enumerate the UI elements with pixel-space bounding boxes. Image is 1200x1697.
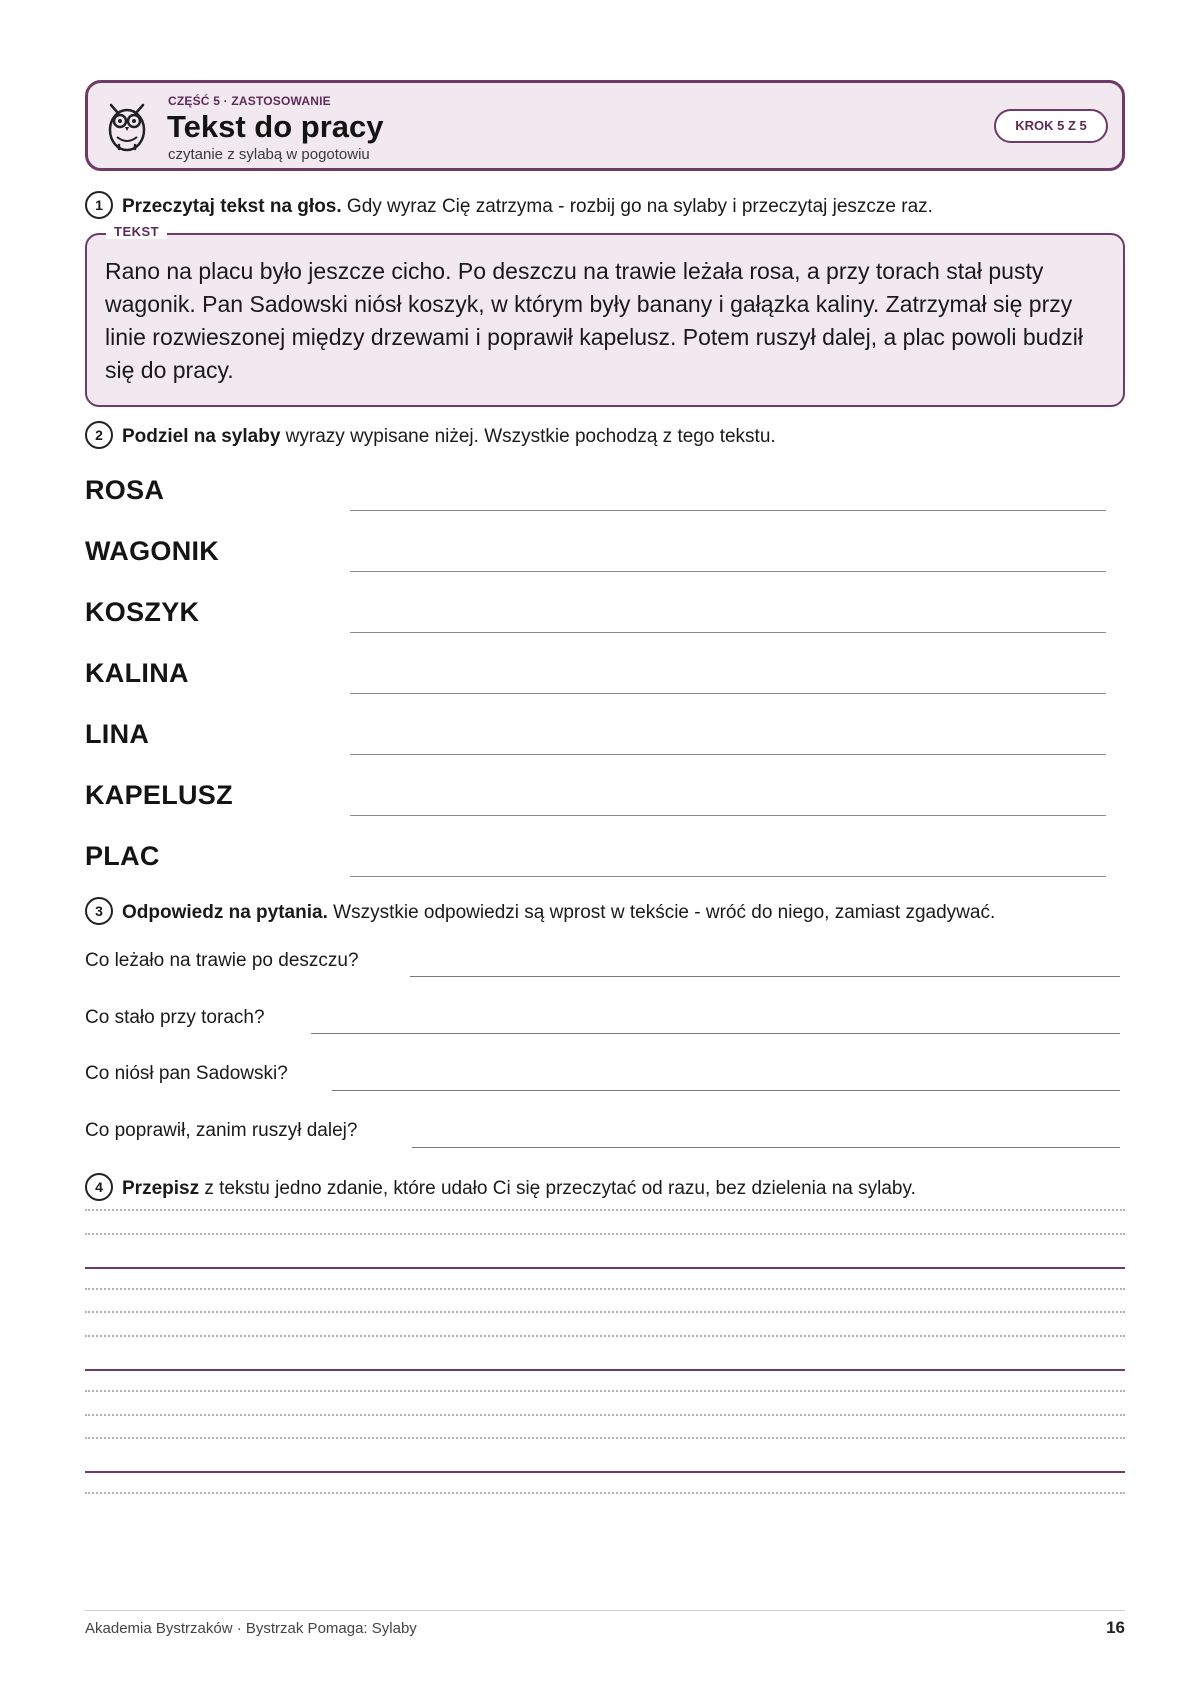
footer-publisher: Akademia Bystrzaków · Bystrzak Pomaga: Sylaby (85, 1620, 417, 1637)
question-text: Co leżało na trawie po deszczu? (85, 950, 359, 971)
task-number: 3 (85, 897, 113, 925)
task-number: 1 (85, 191, 113, 219)
owl-icon (105, 99, 149, 153)
footer-divider (85, 1610, 1125, 1611)
task-number: 2 (85, 421, 113, 449)
text-box-label: TEKST (106, 224, 167, 239)
answer-line[interactable] (412, 1147, 1120, 1148)
task-4-bold: Przepisz (122, 1178, 200, 1200)
task-3-instruction (85, 899, 995, 927)
question-text: Co poprawił, zanim ruszył dalej? (85, 1120, 358, 1141)
answer-line[interactable] (311, 1033, 1120, 1034)
writing-guide-line (85, 1335, 1125, 1337)
writing-guide-line (85, 1390, 1125, 1392)
question-text: Co stało przy torach? (85, 1007, 265, 1028)
syllable-answer-line[interactable] (350, 510, 1106, 511)
question-text: Co niósł pan Sadowski? (85, 1063, 288, 1084)
reading-text: Rano na placu było jeszcze cicho. Po deszczu na trawie leżała rosa, a przy torach stał pusty wagonik. Pan Sadowski niósł koszyk, w którym były banany i gałązka kaliny. Zatrzymał się przy linie rozwieszonej między drzewami i poprawił kapelusz. Potem ruszył dalej, a plac powoli budził się do pracy. (105, 258, 1083, 383)
syllable-word: KAPELUSZ (85, 780, 233, 810)
task-number: 4 (85, 1173, 113, 1201)
syllable-word: PLAC (85, 841, 160, 871)
syllable-answer-line[interactable] (350, 876, 1106, 877)
syllable-answer-line[interactable] (350, 815, 1106, 816)
syllable-answer-line[interactable] (350, 632, 1106, 633)
section-label: CZĘŚĆ 5 · ZASTOSOWANIE (168, 94, 331, 108)
writing-base-line[interactable] (85, 1369, 1125, 1371)
page-number: 16 (1106, 1618, 1125, 1637)
writing-guide-line (85, 1311, 1125, 1313)
page-title: Tekst do pracy (167, 109, 384, 144)
syllable-word: KALINA (85, 658, 189, 688)
task-2-rest: wyrazy wypisane niżej. Wszystkie pochodzą z tego tekstu. (280, 426, 776, 448)
task-1-instruction (85, 193, 933, 221)
syllable-answer-line[interactable] (350, 754, 1106, 755)
header-banner (85, 80, 1125, 171)
page-subtitle: czytanie z sylabą w pogotowiu (168, 146, 370, 163)
task-3-rest: Wszystkie odpowiedzi są wprost w tekście - wróć do niego, zamiast zgadywać. (327, 902, 996, 924)
task-2-bold: Podziel na sylaby (122, 426, 281, 448)
step-badge: KROK 5 Z 5 (994, 109, 1108, 143)
syllable-word: KOSZYK (85, 597, 200, 627)
writing-guide-line (85, 1233, 1125, 1235)
reading-text-box (85, 233, 1125, 407)
writing-guide-line (85, 1437, 1125, 1439)
syllable-word: WAGONIK (85, 536, 220, 566)
syllable-answer-line[interactable] (350, 693, 1106, 694)
writing-base-line[interactable] (85, 1267, 1125, 1269)
syllable-answer-line[interactable] (350, 571, 1106, 572)
writing-base-line[interactable] (85, 1471, 1125, 1473)
writing-guide-line (85, 1288, 1125, 1290)
writing-guide-line (85, 1414, 1125, 1416)
task-2-instruction (85, 423, 776, 451)
task-1-bold: Przeczytaj tekst na głos. (122, 196, 342, 218)
writing-guide-line (85, 1492, 1125, 1494)
syllable-word: ROSA (85, 475, 165, 505)
task-4-rest: z tekstu jedno zdanie, które udało Ci się przeczytać od razu, bez dzielenia na sylaby. (199, 1178, 916, 1200)
task-4-instruction (85, 1175, 916, 1203)
writing-guide-line (85, 1209, 1125, 1211)
task-3-bold: Odpowiedz na pytania. (122, 902, 328, 924)
answer-line[interactable] (332, 1090, 1120, 1091)
task-1-rest: Gdy wyraz Cię zatrzyma - rozbij go na sylaby i przeczytaj jeszcze raz. (341, 196, 933, 218)
answer-line[interactable] (410, 976, 1120, 977)
syllable-word: LINA (85, 719, 150, 749)
